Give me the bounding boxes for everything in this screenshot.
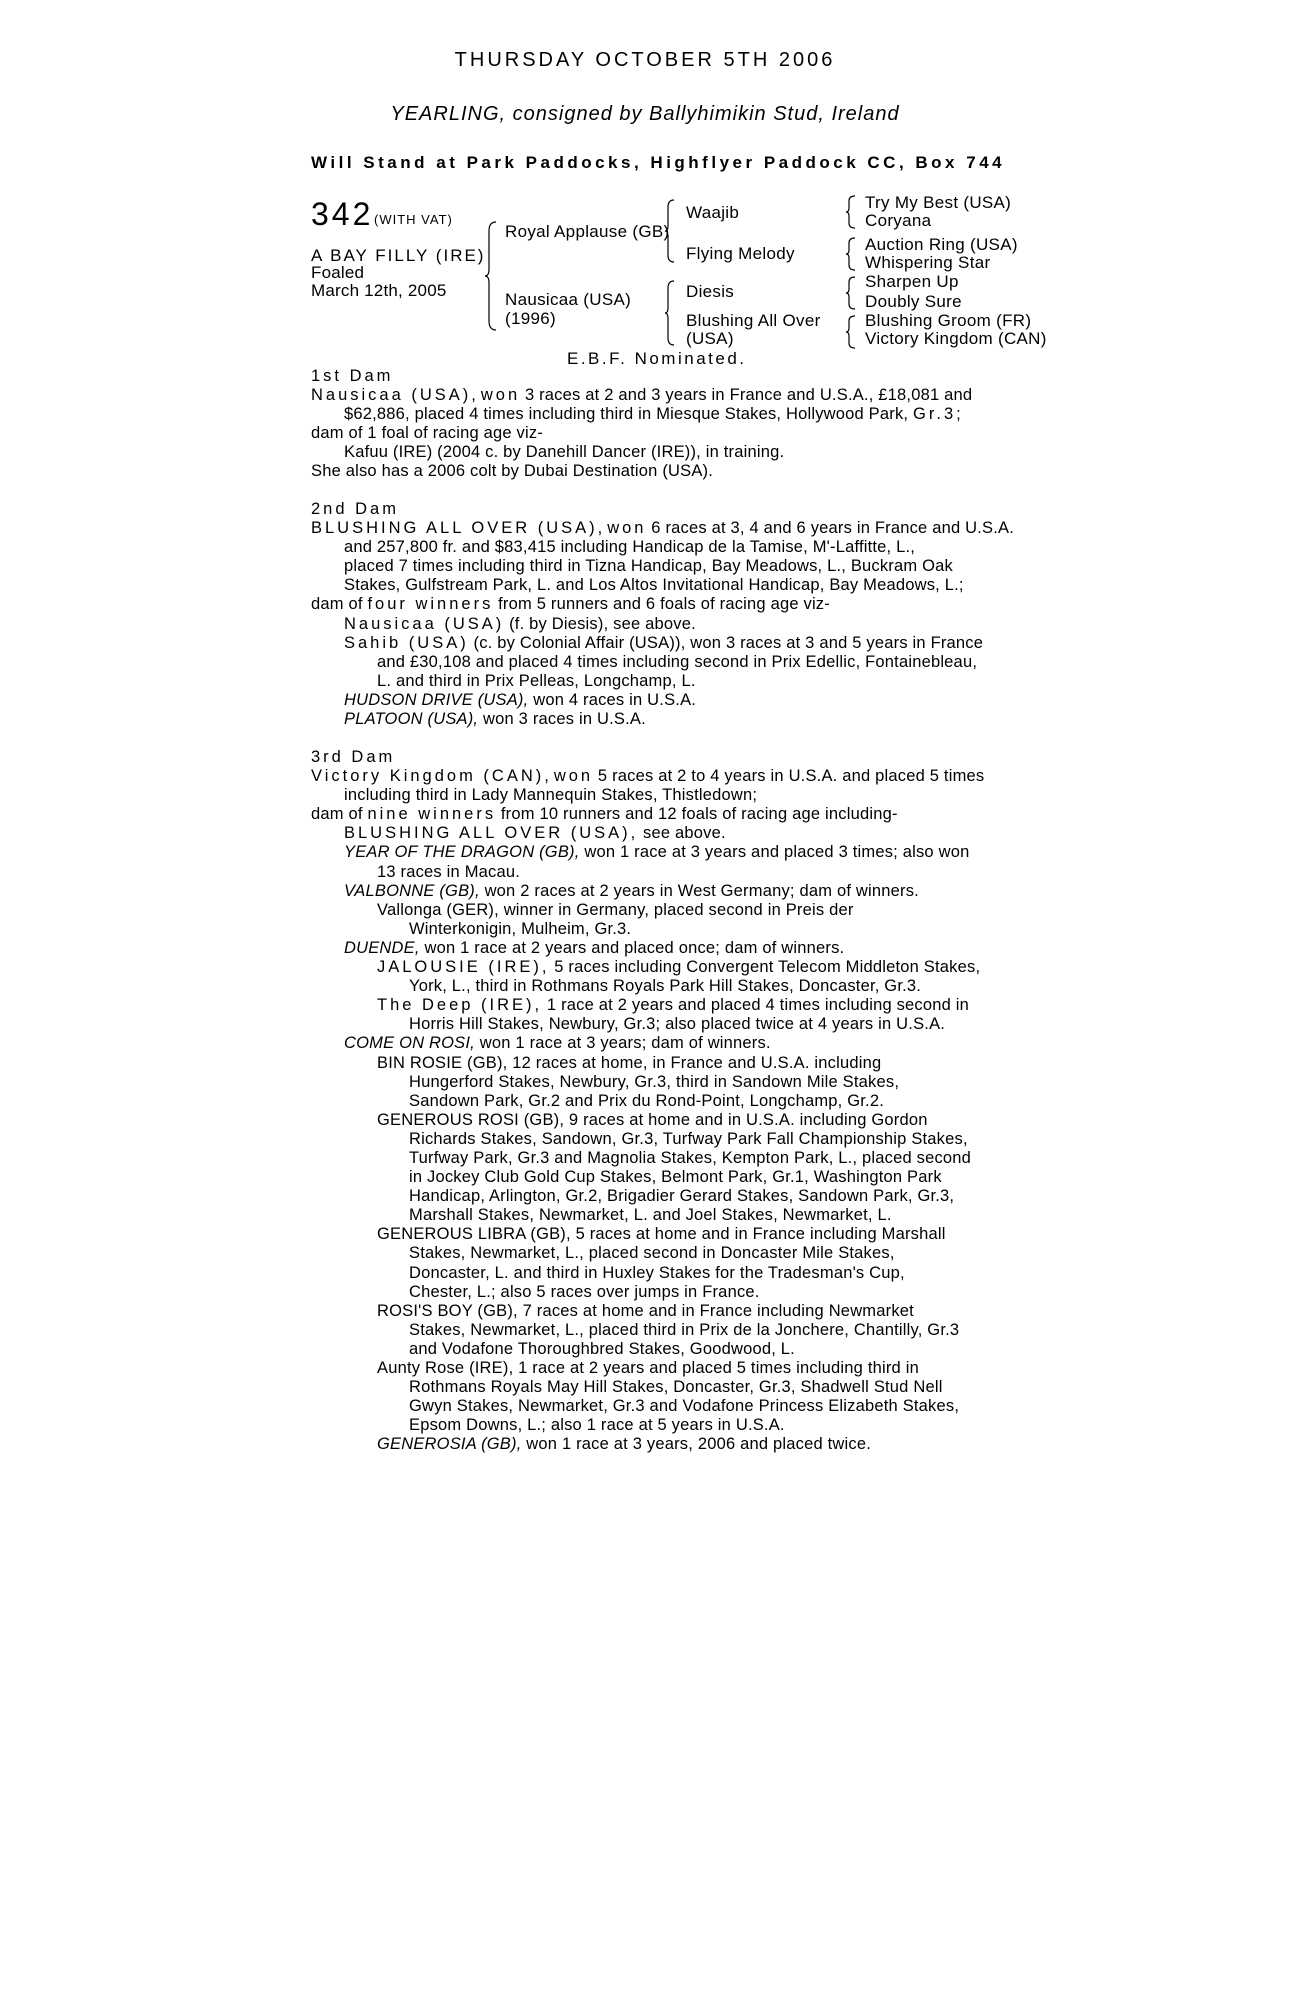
second-dam-section bbox=[311, 500, 1014, 729]
pedigree-g6: Doubly Sure bbox=[865, 292, 962, 311]
third-dam-heading: 3rd Dam bbox=[311, 748, 396, 766]
second-dam-heading: 2nd Dam bbox=[311, 500, 399, 518]
produce-text: won 1 race at 3 years; dam of winners. bbox=[479, 1034, 771, 1053]
produce-text: see above. bbox=[643, 824, 726, 843]
third-dam-line: Turfway Park, Gr.3 and Magnolia Stakes, Kempton Park, L., placed second bbox=[409, 1148, 972, 1167]
third-dam-line bbox=[311, 1435, 991, 1454]
second-dam-line: placed 7 times including third in Tizna Handicap, Bay Meadows, L., Buckram Oak bbox=[344, 557, 953, 576]
third-dam-line: Marshall Stakes, Newmarket, L. and Joel Stakes, Newmarket, L. bbox=[409, 1206, 892, 1225]
produce-name: BLUSHING ALL OVER (USA), bbox=[344, 824, 639, 843]
first-dam-text: $62,886, placed 4 times including third in Miesque Stakes, Hollywood Park, bbox=[344, 405, 909, 424]
pedigree-brace-g3 bbox=[845, 276, 857, 310]
grade-label: Gr.3 bbox=[912, 405, 957, 424]
third-dam-line bbox=[311, 882, 991, 901]
pedigree-sire-sire: Waajib bbox=[686, 203, 740, 222]
third-dam-section bbox=[311, 748, 991, 1454]
third-dam-line: Hungerford Stakes, Newbury, Gr.3, third in Sandown Mile Stakes, bbox=[409, 1072, 900, 1091]
third-dam-line: Vallonga (GER), winner in Germany, placed second in Preis der bbox=[377, 900, 854, 919]
second-dam-line: Stakes, Gulfstream Park, L. and Los Altos Invitational Handicap, Bay Meadows, L.; bbox=[344, 576, 964, 595]
second-dam-line bbox=[311, 615, 991, 634]
second-dam-line bbox=[311, 634, 991, 653]
third-dam-line: BIN ROSIE (GB), 12 races at home, in France and U.S.A. including bbox=[377, 1053, 882, 1072]
third-dam-line: Sandown Park, Gr.2 and Prix du Rond-Point, Longchamp, Gr.2. bbox=[409, 1091, 884, 1110]
ebf-nominated: E.B.F. Nominated. bbox=[567, 349, 747, 368]
second-dam-line bbox=[311, 691, 991, 710]
third-dam-line bbox=[311, 843, 991, 862]
produce-text: dam of bbox=[311, 595, 363, 614]
first-dam-won: won bbox=[480, 386, 521, 405]
third-dam-line: Doncaster, L. and third in Huxley Stakes for the Tradesman's Cup, bbox=[409, 1263, 905, 1282]
third-dam-won: won bbox=[553, 767, 594, 786]
winners-count: nine winners bbox=[367, 805, 497, 824]
second-dam-won: won bbox=[607, 519, 647, 538]
third-dam-line: Chester, L.; also 5 races over jumps in France. bbox=[409, 1282, 760, 1301]
lot-number: 342 bbox=[311, 196, 374, 232]
consignor-line: YEARLING, consigned by Ballyhimikin Stud, Ireland bbox=[390, 103, 900, 125]
third-dam-line: Victory Kingdom (CAN), won 5 races at 2 to 4 years in U.S.A. and placed 5 times bbox=[311, 767, 985, 786]
pedigree-sire: Royal Applause (GB) bbox=[505, 222, 670, 241]
produce-name: Sahib (USA) bbox=[344, 633, 469, 652]
produce-text: dam of bbox=[311, 805, 363, 824]
third-dam-line: Stakes, Newmarket, L., placed second in Doncaster Mile Stakes, bbox=[409, 1244, 895, 1263]
third-dam-line: Richards Stakes, Sandown, Gr.3, Turfway Park Fall Championship Stakes, bbox=[409, 1129, 968, 1148]
produce-text: 1 race at 2 years and placed 4 times including second in bbox=[546, 996, 970, 1015]
punctuation: ; bbox=[956, 405, 961, 424]
third-dam-line: York, L., third in Rothmans Royals Park Hill Stakes, Doncaster, Gr.3. bbox=[409, 977, 922, 996]
third-dam-line: 13 races in Macau. bbox=[377, 862, 521, 881]
stand-location: Will Stand at Park Paddocks, Highflyer Paddock CC, Box 744 bbox=[311, 153, 1006, 172]
produce-text: (f. by Diesis), see above. bbox=[509, 614, 696, 633]
pedigree-dam-year: (1996) bbox=[505, 309, 556, 328]
produce-text: (c. by Colonial Affair (USA)), won 3 races at 3 and 5 years in France bbox=[473, 633, 984, 652]
third-dam-line bbox=[311, 996, 991, 1015]
pedigree-dam: Nausicaa (USA) bbox=[505, 290, 632, 309]
pedigree-g8: Victory Kingdom (CAN) bbox=[865, 329, 1047, 348]
produce-name: YEAR OF THE DRAGON (GB), bbox=[344, 843, 580, 862]
pedigree-g1: Try My Best (USA) bbox=[865, 193, 1012, 212]
first-dam-record: 3 races at 2 and 3 years in France and U.S.A., £18,081 and bbox=[524, 386, 973, 405]
produce-text: from 10 runners and 12 foals of racing age including- bbox=[500, 805, 898, 824]
third-dam-line bbox=[311, 824, 991, 843]
pedigree-g3: Auction Ring (USA) bbox=[865, 235, 1018, 254]
second-dam-name: BLUSHING ALL OVER (USA) bbox=[311, 519, 598, 538]
third-dam-line: including third in Lady Mannequin Stakes, Thistledown; bbox=[344, 786, 758, 805]
sale-date: THURSDAY OCTOBER 5TH 2006 bbox=[454, 49, 836, 71]
third-dam-line: Stakes, Newmarket, L., placed third in Prix de la Jonchere, Chantilly, Gr.3 bbox=[409, 1320, 960, 1339]
second-dam-line: and 257,800 fr. and $83,415 including Handicap de la Tamise, M'-Laffitte, L., bbox=[344, 538, 916, 557]
pedigree-brace-main bbox=[484, 221, 498, 331]
third-dam-line bbox=[311, 958, 991, 977]
winners-count: four winners bbox=[367, 595, 494, 614]
pedigree-brace-g1 bbox=[845, 195, 857, 229]
third-dam-name: Victory Kingdom (CAN) bbox=[311, 767, 545, 786]
pedigree-dam-dam: Blushing All Over bbox=[686, 311, 821, 330]
second-dam-record: 6 races at 3, 4 and 6 years in France and U.S.A. bbox=[651, 519, 1014, 538]
third-dam-line: GENEROUS LIBRA (GB), 5 races at home and in France including Marshall bbox=[377, 1225, 946, 1244]
produce-text: won 4 races in U.S.A. bbox=[533, 690, 697, 709]
third-dam-line: and Vodafone Thoroughbred Stakes, Goodwood, L. bbox=[409, 1339, 795, 1358]
third-dam-line: Winterkonigin, Mulheim, Gr.3. bbox=[409, 919, 632, 938]
second-dam-line bbox=[311, 595, 991, 614]
pedigree-dam-sire: Diesis bbox=[686, 282, 735, 301]
foaled-date: March 12th, 2005 bbox=[311, 281, 447, 300]
produce-text: won 1 race at 2 years and placed once; dam of winners. bbox=[424, 938, 845, 957]
produce-name: VALBONNE (GB), bbox=[344, 881, 480, 900]
produce-name: The Deep (IRE), bbox=[377, 996, 543, 1015]
produce-text: won 1 race at 3 years and placed 3 times; also won bbox=[584, 843, 970, 862]
pedigree-brace-g4 bbox=[845, 315, 857, 349]
first-dam-line: Kafuu (IRE) (2004 c. by Danehill Dancer (IRE)), in training. bbox=[344, 443, 785, 462]
first-dam-heading: 1st Dam bbox=[311, 367, 394, 385]
pedigree-g4: Whispering Star bbox=[865, 253, 991, 272]
produce-text: 5 races including Convergent Telecom Middleton Stakes, bbox=[554, 958, 981, 977]
vat-label: (WITH VAT) bbox=[374, 212, 453, 227]
third-dam-line: in Jockey Club Gold Cup Stakes, Belmont Park, Gr.1, Washington Park bbox=[409, 1168, 942, 1187]
produce-name: HUDSON DRIVE (USA), bbox=[344, 690, 529, 709]
first-dam-name: Nausicaa (USA) bbox=[311, 386, 472, 405]
produce-name: COME ON ROSI, bbox=[344, 1034, 475, 1053]
produce-text: won 3 races in U.S.A. bbox=[483, 710, 646, 729]
first-dam-section bbox=[311, 367, 991, 482]
first-dam-line bbox=[311, 405, 991, 424]
produce-text: won 1 race at 3 years, 2006 and placed twice. bbox=[526, 1435, 872, 1454]
produce-name: GENEROSIA (GB), bbox=[377, 1435, 522, 1454]
pedigree-dam-dam-country: (USA) bbox=[686, 329, 734, 348]
third-dam-line: Epsom Downs, L.; also 1 race at 5 years in U.S.A. bbox=[409, 1416, 785, 1435]
third-dam-line: Handicap, Arlington, Gr.2, Brigadier Gerard Stakes, Sandown Park, Gr.3, bbox=[409, 1187, 955, 1206]
third-dam-record: 5 races at 2 to 4 years in U.S.A. and placed 5 times bbox=[597, 767, 985, 786]
produce-text: from 5 runners and 6 foals of racing age viz- bbox=[498, 595, 830, 614]
first-dam-line: Nausicaa (USA), won 3 races at 2 and 3 years in France and U.S.A., £18,081 and bbox=[311, 386, 973, 405]
first-dam-line: She also has a 2006 colt by Dubai Destination (USA). bbox=[311, 462, 714, 481]
lot-description: A BAY FILLY (IRE) bbox=[311, 246, 486, 265]
first-dam-line: dam of 1 foal of racing age viz- bbox=[311, 424, 544, 443]
produce-name: JALOUSIE (IRE), bbox=[377, 958, 550, 977]
foaled-label: Foaled bbox=[311, 263, 365, 282]
produce-name: DUENDE, bbox=[344, 938, 420, 957]
second-dam-line: and £30,108 and placed 4 times including second in Prix Edellic, Fontainebleau, bbox=[377, 652, 978, 671]
third-dam-line: ROSI'S BOY (GB), 7 races at home and in France including Newmarket bbox=[377, 1301, 914, 1320]
third-dam-line bbox=[311, 939, 991, 958]
pedigree-g5: Sharpen Up bbox=[865, 272, 959, 291]
pedigree-g7: Blushing Groom (FR) bbox=[865, 311, 1032, 330]
produce-text: won 2 races at 2 years in West Germany; dam of winners. bbox=[484, 881, 919, 900]
pedigree-brace-g2 bbox=[845, 237, 857, 271]
third-dam-line: Rothmans Royals May Hill Stakes, Doncaster, Gr.3, Shadwell Stud Nell bbox=[409, 1378, 943, 1397]
produce-name: PLATOON (USA), bbox=[344, 710, 479, 729]
third-dam-line: Aunty Rose (IRE), 1 race at 2 years and placed 5 times including third in bbox=[377, 1359, 919, 1377]
third-dam-line: Horris Hill Stakes, Newbury, Gr.3; also placed twice at 4 years in U.S.A. bbox=[409, 1015, 946, 1034]
second-dam-line: L. and third in Prix Pelleas, Longchamp, L. bbox=[377, 671, 696, 690]
third-dam-line: GENEROUS ROSI (GB), 9 races at home and in U.S.A. including Gordon bbox=[377, 1110, 928, 1129]
pedigree-sire-dam: Flying Melody bbox=[686, 244, 795, 263]
second-dam-line bbox=[311, 710, 991, 729]
produce-name: Nausicaa (USA) bbox=[344, 614, 505, 633]
second-dam-line: BLUSHING ALL OVER (USA), won 6 races at 3, 4 and 6 years in France and U.S.A. bbox=[311, 519, 1014, 538]
third-dam-line bbox=[311, 805, 991, 824]
third-dam-line: Gwyn Stakes, Newmarket, Gr.3 and Vodafone Princess Elizabeth Stakes, bbox=[409, 1397, 960, 1416]
pedigree-g2: Coryana bbox=[865, 211, 932, 230]
pedigree-brace-dam bbox=[664, 280, 676, 346]
third-dam-line bbox=[311, 1034, 991, 1053]
